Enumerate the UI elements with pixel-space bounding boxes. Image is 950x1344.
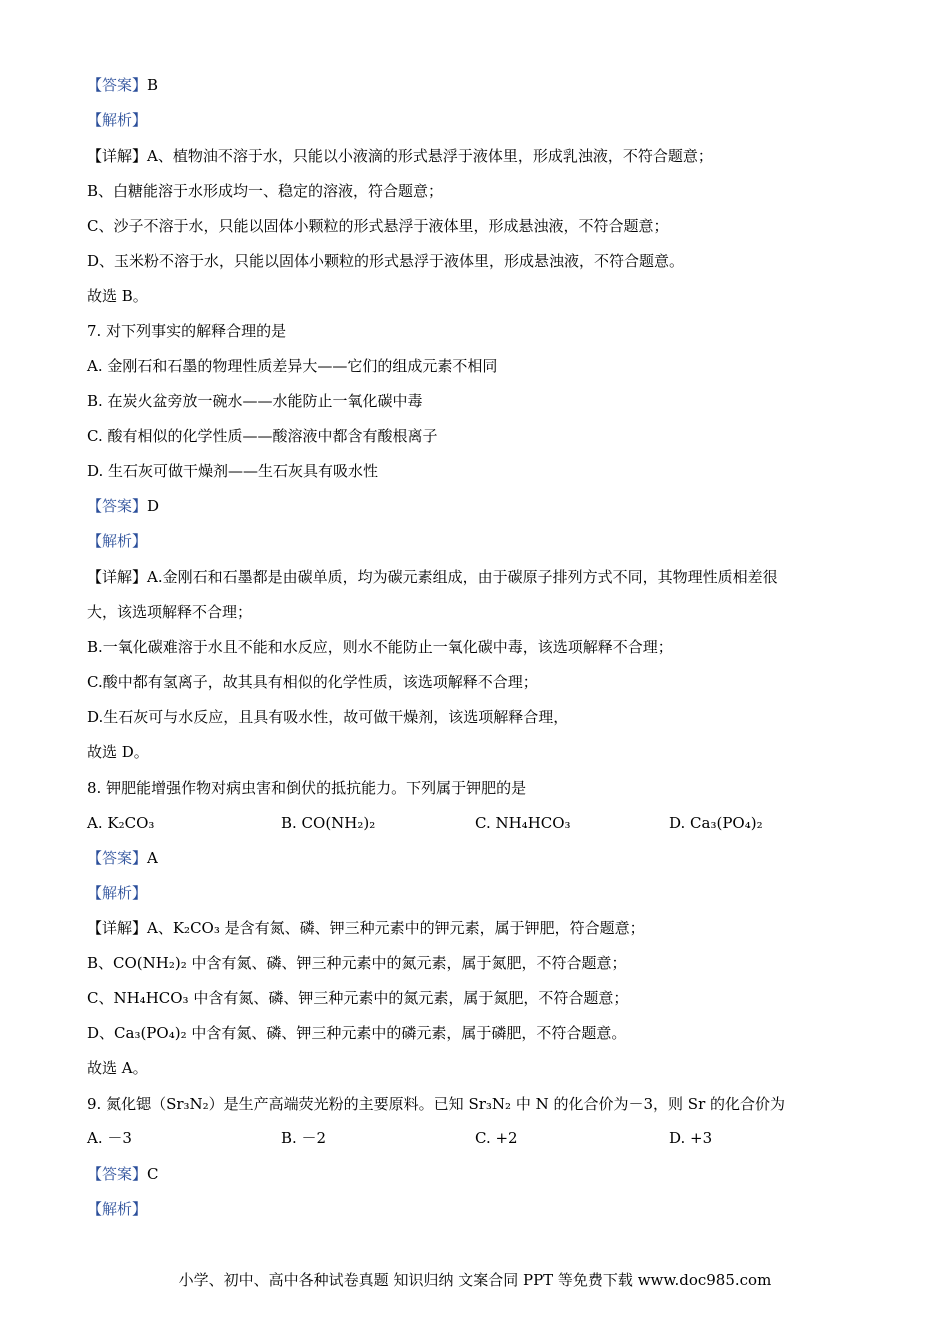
analysis-heading: 【解析】	[87, 111, 148, 129]
text-line: 大，该选项解释不合理；	[87, 603, 253, 621]
q7-option-d: D. 生石灰可做干燥剂——生石灰具有吸水性	[87, 462, 379, 480]
text-line: C、沙子不溶于水，只能以固体小颗粒的形式悬浮于液体里，形成悬浊液，不符合题意；	[87, 217, 669, 235]
answer-line: 【答案】B	[87, 76, 159, 94]
page-footer: 小学、初中、高中各种试卷真题 知识归纳 文案合同 PPT 等免费下载 www.doc985.com	[178, 1271, 772, 1289]
text-line: B、CO(NH₂)₂ 中含有氮、磷、钾三种元素中的氮元素，属于氮肥，不符合题意；	[87, 954, 627, 972]
question-9: 9. 氮化锶（Sr₃N₂）是生产高端荧光粉的主要原料。已知 Sr₃N₂ 中 N 的化合价为－3，则 Sr 的化合价为	[87, 1095, 786, 1113]
q9-options	[87, 1128, 867, 1148]
q7-option-b: B. 在炭火盆旁放一碗水——水能防止一氧化碳中毒	[87, 392, 423, 410]
q8-option-b: B. CO(NH₂)₂	[281, 814, 376, 832]
q8-option-d: D. Ca₃(PO₄)₂	[669, 814, 763, 832]
question-8: 8. 钾肥能增强作物对病虫害和倒伏的抵抗能力。下列属于钾肥的是	[87, 779, 527, 797]
analysis-heading: 【解析】	[87, 1200, 148, 1218]
q9-option-d: D. +3	[669, 1129, 713, 1147]
analysis-heading: 【解析】	[87, 532, 148, 550]
text-line: B、白糖能溶于水形成均一、稳定的溶液，符合题意；	[87, 182, 444, 200]
detail-line: 【详解】A.金刚石和石墨都是由碳单质，均为碳元素组成，由于碳原子排列方式不同，其物理性质相差很	[87, 568, 778, 586]
detail-line: 【详解】A、植物油不溶于水，只能以小液滴的形式悬浮于液体里，形成乳浊液，不符合题意；	[87, 147, 713, 165]
text-line: B.一氧化碳难溶于水且不能和水反应，则水不能防止一氧化碳中毒，该选项解释不合理；	[87, 638, 673, 656]
answer-tag: 【答案】	[87, 76, 148, 94]
q8-option-c: C. NH₄HCO₃	[475, 814, 571, 832]
text-line: 故选 B。	[87, 287, 148, 305]
text-line: 故选 D。	[87, 743, 149, 761]
text-line: D.生石灰可与水反应，且具有吸水性，故可做干燥剂，该选项解释合理，	[87, 708, 569, 726]
detail-line: 【详解】A、K₂CO₃ 是含有氮、磷、钾三种元素中的钾元素，属于钾肥，符合题意；	[87, 919, 645, 937]
q7-option-c: C. 酸有相似的化学性质——酸溶液中都含有酸根离子	[87, 427, 438, 445]
question-7: 7. 对下列事实的解释合理的是	[87, 322, 287, 340]
text-line: D、Ca₃(PO₄)₂ 中含有氮、磷、钾三种元素中的磷元素，属于磷肥，不符合题意。	[87, 1024, 627, 1042]
q8-option-a: A. K₂CO₃	[87, 814, 155, 832]
q9-option-a: A. －3	[87, 1129, 132, 1147]
text-line: 故选 A。	[87, 1059, 148, 1077]
q8-options	[87, 813, 867, 833]
text-line: D、玉米粉不溶于水，只能以固体小颗粒的形式悬浮于液体里，形成悬浊液，不符合题意。	[87, 252, 685, 270]
q7-option-a: A. 金刚石和石墨的物理性质差异大——它们的组成元素不相同	[87, 357, 498, 375]
answer-line: 【答案】D	[87, 497, 160, 515]
answer-line: 【答案】C	[87, 1165, 159, 1183]
analysis-heading: 【解析】	[87, 884, 148, 902]
q9-option-b: B. －2	[281, 1129, 327, 1147]
text-line: C.酸中都有氢离子，故其具有相似的化学性质，该选项解释不合理；	[87, 673, 538, 691]
answer-line: 【答案】A	[87, 849, 158, 867]
q9-option-c: C. +2	[475, 1129, 518, 1147]
text-line: C、NH₄HCO₃ 中含有氮、磷、钾三种元素中的氮元素，属于氮肥，不符合题意；	[87, 989, 629, 1007]
